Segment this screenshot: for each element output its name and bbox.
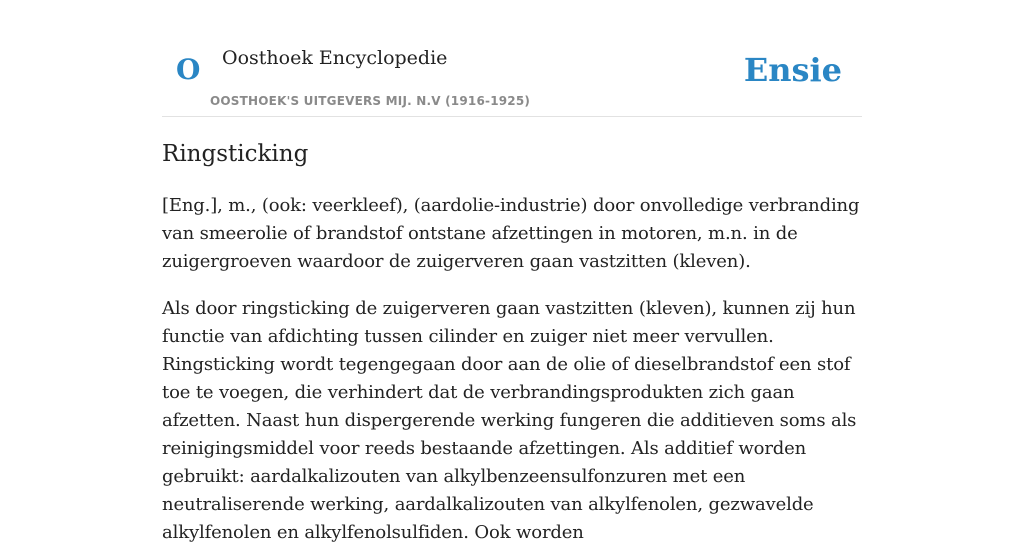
source-logo[interactable]: O (176, 53, 201, 86)
brand-logo-link[interactable]: Ensie (743, 51, 842, 89)
source-header (162, 0, 862, 117)
article (162, 136, 862, 547)
source-title[interactable]: Oosthoek Encyclopedie (222, 47, 448, 69)
article-paragraph-body: Als door ringsticking de zuigerveren gaan vastzitten (kleven), kunnen zij hun functie van afdichting tussen cilinder en zuiger niet meer vervullen. Ringsticking wordt tegengegaan door aan de olie of dieselbrandstof een stof toe te voegen, die verhindert dat de verbrandingsprodukten zich gaan afzetten. Naast hun dispergerende werking fungeren die additieven soms als reinigingsmiddel voor reeds bestaande afzettingen. Als additief worden gebruikt: aardalkalizouten van alkylbenzeensulfonzuren met een neutraliserende werking, aardalkalizouten van alkylfenolen, gezwavelde alkylfenolen en alkylfenolsulfiden. Ook worden (162, 298, 857, 543)
article-title: Ringsticking (162, 141, 309, 167)
source-subtitle: OOSTHOEK'S UITGEVERS MIJ. N.V (1916-1925) (210, 94, 531, 108)
article-paragraph-definition: [Eng.], m., (ook: veerkleef), (aardolie-industrie) door onvolledige verbranding van smeerolie of brandstof ontstane afzettingen in motoren, m.n. in de zuigergroeven waardoor de zuigerveren gaan vastzitten (kleven). (162, 195, 860, 272)
